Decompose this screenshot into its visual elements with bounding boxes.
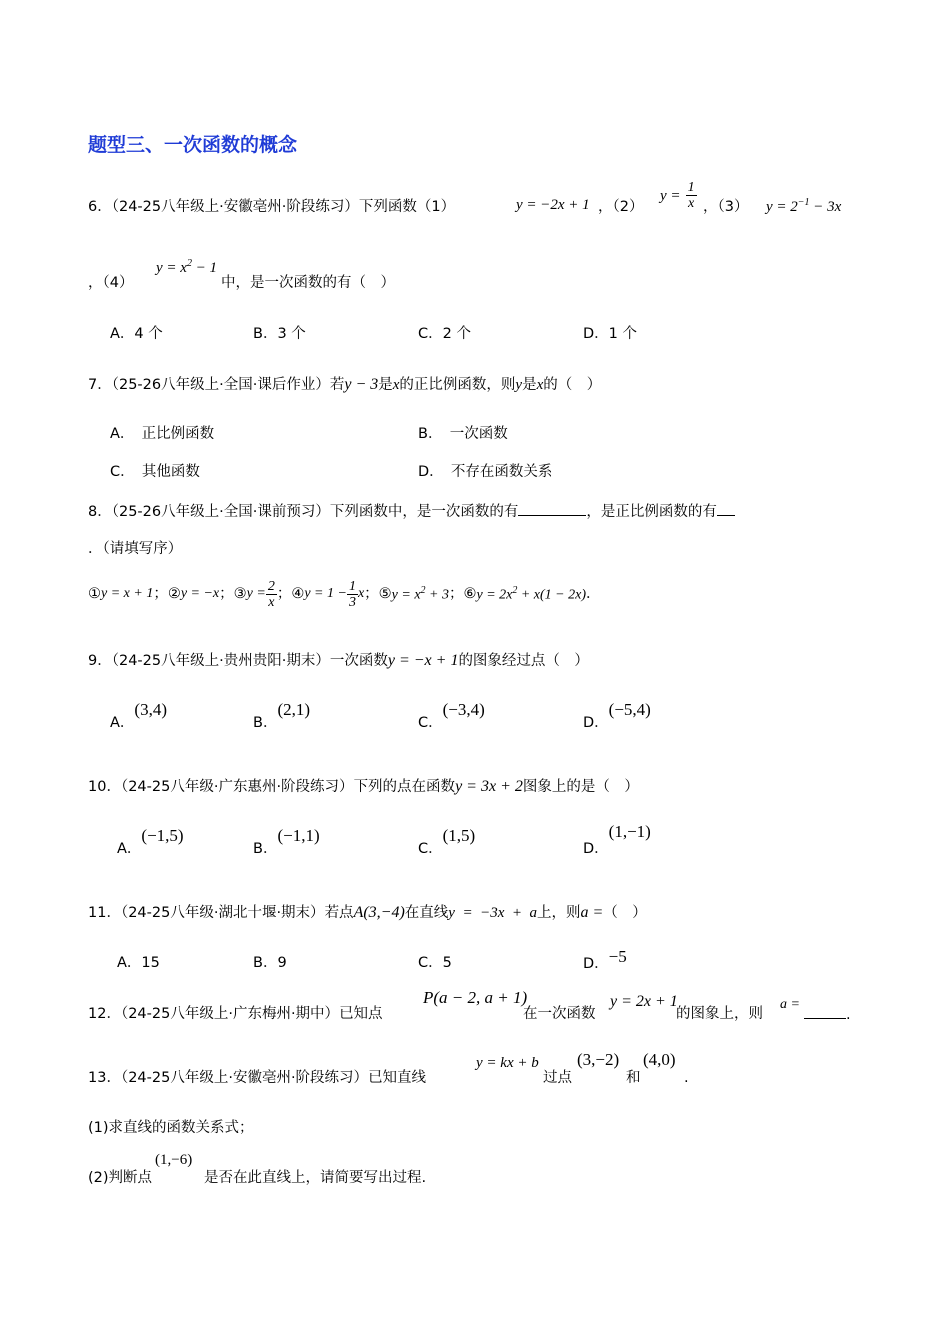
option-a[interactable]: A．(−1,5) — [117, 826, 184, 857]
question-number: 11． — [88, 905, 121, 921]
question-stem: 下列函数（1） — [358, 199, 456, 215]
option-b[interactable]: B． 一次函数 — [418, 426, 508, 442]
question-source: （25-26八年级上·全国·课后作业） — [111, 377, 330, 393]
option-b[interactable]: B．(−1,1) — [253, 826, 320, 857]
point: (1,−6) — [155, 1152, 193, 1168]
function-list: ① y = x + 1 ； ② y = −x ； ③ y = $\frac{2}{x}$ ； ④ y = 1 − $\frac{1}{3}$ x ； ⑤ $y = x^2 + 3$ ； ⑥ $y = 2x^2 + x(1 - 2x)$ ． — [88, 578, 601, 610]
option-a[interactable]: A．15 — [117, 955, 160, 971]
question-number: 12． — [88, 1006, 121, 1022]
option-c[interactable]: C．(−3,4) — [418, 700, 485, 731]
option-c[interactable]: C．5 — [418, 955, 452, 971]
separator: ，（3） — [703, 199, 749, 215]
option-d[interactable]: D．(1,−1) — [583, 822, 651, 857]
expression: y = 2x + 1 — [610, 993, 678, 1010]
option-d[interactable]: D．1 个 — [583, 326, 637, 342]
question-source: （24-25八年级上·安徽亳州·阶段练习） — [111, 199, 359, 215]
option-a[interactable]: A．(3,4) — [110, 700, 167, 731]
question-number: 6． — [88, 199, 112, 215]
sub-question-2-pre: (2)判断点 — [88, 1170, 153, 1186]
function-1: y = −2x + 1 — [516, 197, 590, 213]
sub-question-1: (1)求直线的函数关系式； — [88, 1120, 254, 1136]
option-c[interactable]: C． 其他函数 — [110, 464, 200, 480]
question-source: （24-25八年级上·安徽亳州·阶段练习） — [120, 1070, 369, 1086]
point: (3,−2) — [577, 1050, 620, 1069]
question-number: 9． — [88, 653, 112, 669]
option-a[interactable]: A．4 个 — [110, 326, 163, 342]
option-b[interactable]: B．3 个 — [253, 326, 306, 342]
option-d[interactable]: D．−5 — [583, 947, 627, 972]
function-4: $y = x^2 - 1$ — [156, 258, 218, 276]
function-3: $y = 2^{-1} - 3x$ — [766, 197, 842, 215]
point: A(3,−4) — [353, 904, 405, 921]
option-c[interactable]: C．(1,5) — [418, 826, 476, 857]
answer-blank[interactable] — [518, 501, 586, 516]
option-d[interactable]: D． 不存在函数关系 — [418, 464, 553, 480]
separator: ，（4） — [88, 275, 134, 291]
question-note: ．（请填写序） — [88, 541, 183, 557]
answer-blank[interactable] — [717, 501, 735, 516]
option-c[interactable]: C．2 个 — [418, 326, 471, 342]
option-b[interactable]: B．9 — [253, 955, 287, 971]
section-title: 题型三、一次函数的概念 — [88, 134, 298, 156]
question-stem-end: 中，是一次函数的有（ ） — [221, 275, 395, 291]
expression: y = −x + 1 — [387, 652, 459, 669]
expression: y = 3x + 2 — [455, 778, 523, 795]
function-2: y = $\frac{1}{x}$ — [660, 180, 695, 211]
question-source: （24-25八年级上·广东梅州·期中） — [120, 1006, 340, 1022]
expression: y − 3 — [344, 376, 379, 393]
sub-question-2-end: 是否在此直线上，请简要写出过程. — [204, 1170, 427, 1186]
answer-blank[interactable] — [804, 1004, 846, 1019]
option-d[interactable]: D．(−5,4) — [583, 700, 651, 731]
question-source: （24-25八年级·湖北十堰·期末） — [120, 905, 325, 921]
option-a[interactable]: A． 正比例函数 — [110, 426, 215, 442]
expression: y = kx + b — [476, 1055, 539, 1071]
question-number: 10． — [88, 779, 121, 795]
option-b[interactable]: B．(2,1) — [253, 700, 311, 731]
question-source: （24-25八年级·广东惠州·阶段练习） — [120, 779, 354, 795]
question-number: 7． — [88, 377, 112, 393]
question-source: （25-26八年级上·全国·课前预习） — [111, 504, 330, 520]
expression: y = −3x + a — [448, 905, 537, 921]
point: (4,0) — [643, 1050, 676, 1069]
question-source: （24-25八年级上·贵州贵阳·期末） — [111, 653, 330, 669]
question-number: 13． — [88, 1070, 121, 1086]
question-number: 8． — [88, 504, 112, 520]
separator: ，（2） — [598, 199, 644, 215]
point: P(a − 2, a + 1) — [423, 988, 528, 1007]
